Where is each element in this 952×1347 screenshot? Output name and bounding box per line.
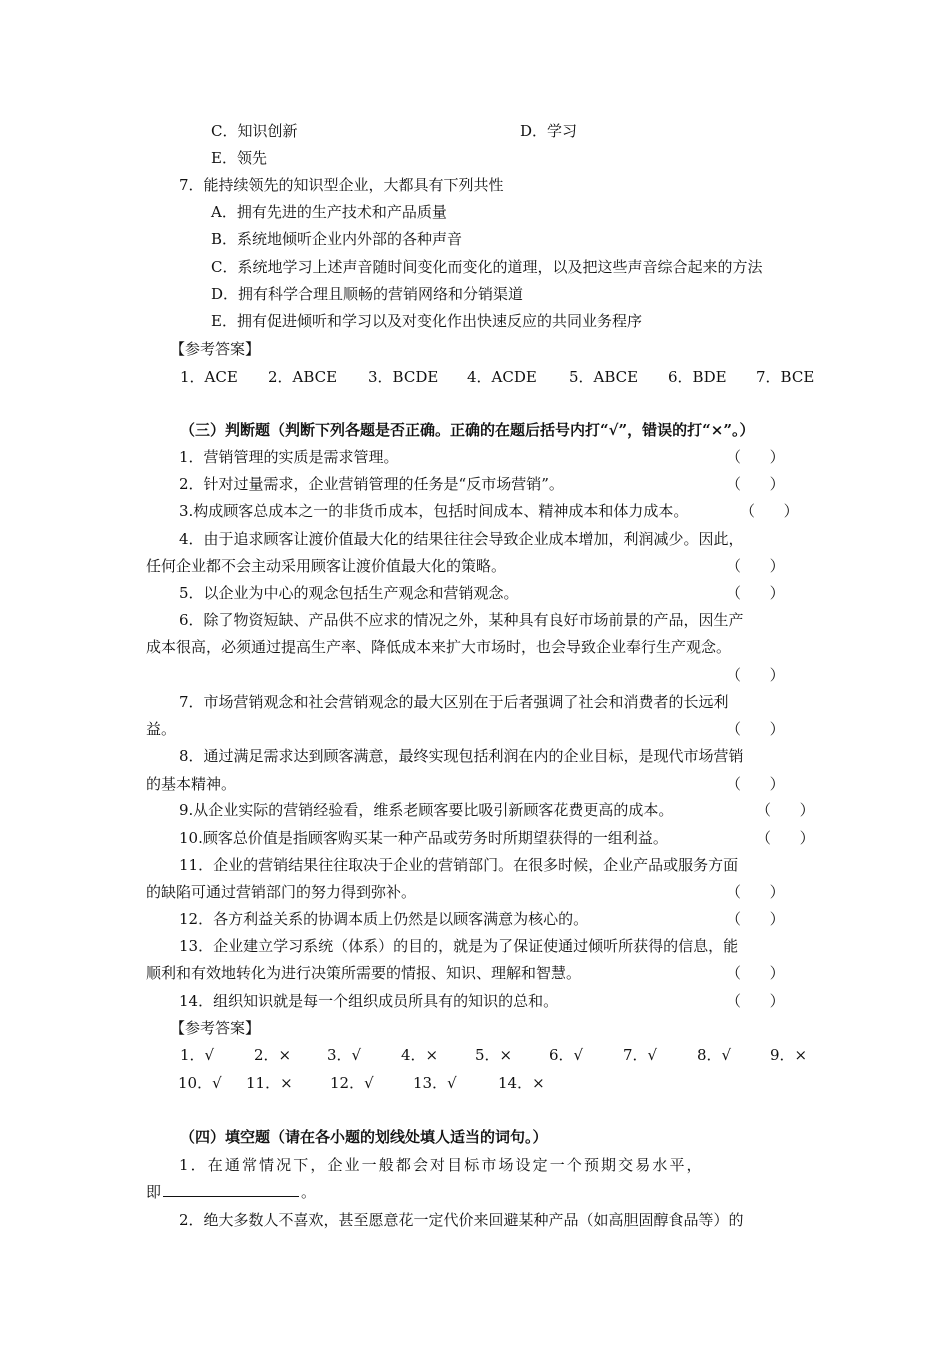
- tf-answer-item: 4．×: [401, 1046, 439, 1064]
- tf-q8-line2: 的基本精神。: [146, 775, 237, 793]
- tf-answer-item: 9．×: [770, 1046, 808, 1064]
- tf-answer-row-1: [0, 1045, 952, 1065]
- mc-answer-heading: 【参考答案】: [170, 340, 261, 358]
- tf-q1: 1．营销管理的实质是需求管理。: [179, 448, 399, 466]
- tf-q11-line2: 的缺陷可通过营销部门的努力得到弥补。: [146, 883, 417, 901]
- q7-stem: 7．能持续领先的知识型企业，大都具有下列共性: [179, 176, 504, 194]
- tf-answer-item: 12．√: [330, 1074, 374, 1092]
- tf-q11-line1: 11．企业的营销结果往往取决于企业的营销部门。在很多时候，企业产品或服务方面: [179, 856, 739, 874]
- tf-section-heading: （三）判断题（判断下列各题是否正确。正确的在题后括号内打“√”，错误的打“×”。）: [180, 421, 755, 439]
- tf-answer-heading: 【参考答案】: [170, 1019, 261, 1037]
- answer-paren: （ ）: [756, 829, 815, 847]
- mc-answer-item: 1．ACE: [180, 368, 238, 386]
- answer-paren: （ ）: [726, 448, 785, 466]
- tf-answer-item: 6．√: [549, 1046, 584, 1064]
- tf-answer-item: 13．√: [413, 1074, 457, 1092]
- tf-q6-line1: 6．除了物资短缺、产品供不应求的情况之外，某种具有良好市场前景的产品，因生产: [179, 611, 744, 629]
- answer-paren: （ ）: [726, 775, 785, 793]
- tf-q4-line2: 任何企业都不会主动采用顾客让渡价值最大化的策略。: [146, 557, 507, 575]
- q6-option-d: D．学习: [520, 122, 578, 140]
- q6-option-e: E．领先: [211, 149, 267, 167]
- fill-q1-line2: [146, 1182, 316, 1202]
- tf-answer-item: 10．√: [178, 1074, 222, 1092]
- tf-answer-item: 5．×: [475, 1046, 513, 1064]
- mc-answer-item: 3．BCDE: [368, 368, 439, 386]
- tf-q9: 9.从企业实际的营销经验看，维系老顾客要比吸引新顾客花费更高的成本。: [179, 801, 674, 819]
- tf-q7-line2: 益。: [146, 720, 177, 738]
- fill-q1-prefix: 即: [146, 1183, 162, 1201]
- tf-answer-item: 11．×: [246, 1074, 293, 1092]
- answer-paren: （ ）: [726, 910, 785, 928]
- tf-q3: 3.构成顾客总成本之一的非货币成本，包括时间成本、精神成本和体力成本。: [179, 502, 689, 520]
- tf-q4-line1: 4．由于追求顾客让渡价值最大化的结果往往会导致企业成本增加，利润减少。因此，: [179, 530, 744, 548]
- mc-answer-item: 2．ABCE: [268, 368, 338, 386]
- q7-option-e: E．拥有促进倾听和学习以及对变化作出快速反应的共同业务程序: [211, 312, 642, 330]
- tf-q2: 2．针对过量需求，企业营销管理的任务是“反市场营销”。: [179, 475, 564, 493]
- tf-answer-item: 1．√: [180, 1046, 215, 1064]
- fill-q1-suffix: 。: [301, 1183, 317, 1201]
- tf-answer-item: 2．×: [254, 1046, 292, 1064]
- tf-q6-line2: 成本很高，必须通过提高生产率、降低成本来扩大市场时，也会导致企业奉行生产观念。: [146, 638, 732, 656]
- tf-q12: 12．各方利益关系的协调本质上仍然是以顾客满意为核心的。: [179, 910, 589, 928]
- q7-option-c: C．系统地学习上述声音随时间变化而变化的道理，以及把这些声音综合起来的方法: [211, 258, 763, 276]
- q7-option-a: A．拥有先进的生产技术和产品质量: [211, 203, 447, 221]
- tf-q10: 10.顾客总价值是指顾客购买某一种产品或劳务时所期望获得的一组利益。: [179, 829, 668, 847]
- tf-q13-line1: 13．企业建立学习系统（体系）的目的，就是为了保证使通过倾听所获得的信息，能: [179, 937, 739, 955]
- tf-q14: 14．组织知识就是每一个组织成员所具有的知识的总和。: [179, 992, 559, 1010]
- tf-q7-line1: 7．市场营销观念和社会营销观念的最大区别在于后者强调了社会和消费者的长远利: [179, 693, 729, 711]
- fill-q2: 2．绝大多数人不喜欢，甚至愿意花一定代价来回避某种产品（如高胆固醇食品等）的: [179, 1211, 744, 1229]
- answer-paren: （ ）: [726, 720, 785, 738]
- mc-answer-row: [0, 367, 952, 387]
- fill-q1-line1: 1．在通常情况下，企业一般都会对目标市场设定一个预期交易水平，: [179, 1156, 704, 1174]
- answer-paren: （ ）: [726, 584, 785, 602]
- answer-paren: （ ）: [726, 883, 785, 901]
- fill-section-heading: （四）填空题（请在各小题的划线处填人适当的词句。）: [180, 1128, 548, 1146]
- tf-answer-row-2: [0, 1073, 952, 1093]
- q7-option-b: B．系统地倾听企业内外部的各种声音: [211, 230, 463, 248]
- tf-answer-item: 8．√: [697, 1046, 732, 1064]
- tf-q5: 5．以企业为中心的观念包括生产观念和营销观念。: [179, 584, 519, 602]
- fill-blank[interactable]: [163, 1182, 299, 1197]
- tf-q13-line2: 顺利和有效地转化为进行决策所需要的情报、知识、理解和智慧。: [146, 964, 582, 982]
- q6-option-c: C．知识创新: [211, 122, 298, 140]
- mc-answer-item: 6．BDE: [668, 368, 727, 386]
- answer-paren: （ ）: [726, 964, 785, 982]
- answer-paren: （ ）: [726, 666, 785, 684]
- mc-answer-item: 5．ABCE: [569, 368, 639, 386]
- tf-q8-line1: 8．通过满足需求达到顾客满意，最终实现包括利润在内的企业目标，是现代市场营销: [179, 747, 744, 765]
- tf-answer-item: 7．√: [623, 1046, 658, 1064]
- mc-answer-item: 4．ACDE: [467, 368, 537, 386]
- mc-answer-item: 7．BCE: [756, 368, 815, 386]
- answer-paren: （ ）: [726, 992, 785, 1010]
- answer-paren: （ ）: [740, 502, 799, 520]
- tf-answer-item: 14．×: [498, 1074, 545, 1092]
- tf-answer-item: 3．√: [327, 1046, 362, 1064]
- answer-paren: （ ）: [726, 475, 785, 493]
- q7-option-d: D．拥有科学合理且顺畅的营销网络和分销渠道: [211, 285, 524, 303]
- answer-paren: （ ）: [726, 557, 785, 575]
- answer-paren: （ ）: [756, 801, 815, 819]
